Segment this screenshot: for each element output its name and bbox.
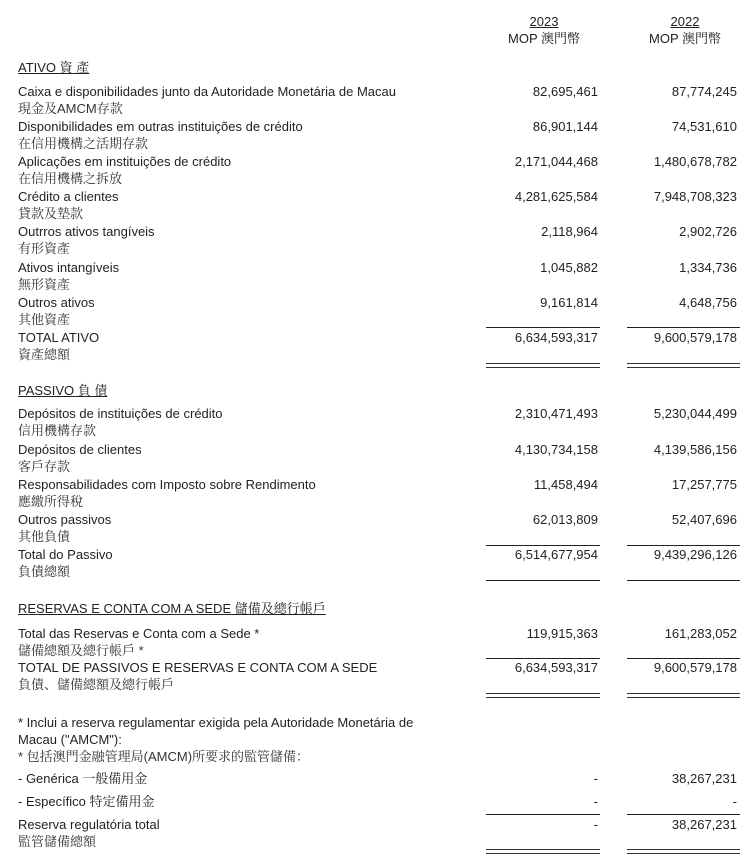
value-2022: 4,648,756: [679, 295, 737, 310]
double-rule: [486, 693, 600, 698]
value-2023: 11,458,494: [533, 477, 598, 492]
row-label-zh: 儲備總額及總行帳戶 *: [18, 643, 144, 658]
row-label-pt: Aplicações em instituições de crédito: [18, 154, 232, 169]
column-header-2023: [486, 13, 602, 47]
year-label: 2023: [529, 14, 559, 29]
row-label-pt: Outros passivos: [18, 512, 112, 527]
section-heading-reserves: RESERVAS E CONTA COM A SEDE 儲備及總行帳戶: [18, 601, 326, 616]
row-label-pt: Caixa e disponibilidades junto da Autoridade Monetária de Macau: [18, 84, 396, 99]
value-2023: 9,161,814: [540, 295, 598, 310]
footnote-pt-line1: * Inclui a reserva regulamentar exigida pela Autoridade Monetária de: [18, 715, 414, 730]
total-value-2022: 9,600,579,178: [653, 660, 737, 675]
value-2022: 1,334,736: [679, 260, 737, 275]
currency-label: MOP 澳門幣: [649, 31, 721, 46]
total-label-pt: TOTAL DE PASSIVOS E RESERVAS E CONTA COM A SEDE: [18, 660, 378, 675]
value-2022: 1,480,678,782: [653, 154, 737, 169]
value-2022: 87,774,245: [671, 84, 737, 99]
value-2023: 1,045,882: [540, 260, 598, 275]
total-label-pt: Reserva regulatória total: [18, 817, 160, 832]
row-label-zh: 其他負債: [18, 529, 71, 544]
row-label-pt: Outrros ativos tangíveis: [18, 224, 155, 239]
row-label-zh: 貸款及墊款: [18, 206, 84, 221]
value-2023: 2,118,964: [541, 224, 598, 239]
row-label-zh: 無形資產: [18, 277, 71, 292]
row-label-pt: Depósitos de instituições de crédito: [18, 406, 223, 421]
row-label: - Genérica 一般備用金: [18, 771, 148, 786]
row-label-pt: Disponibilidades em outras instituições de crédito: [18, 119, 303, 134]
footnote-pt-line2: Macau ("AMCM"):: [18, 732, 122, 747]
total-value-2023: 6,634,593,317: [514, 330, 598, 345]
section-heading-assets: ATIVO 資 產: [18, 60, 90, 75]
row-label: - Específico 特定備用金: [18, 794, 155, 809]
total-rule: [627, 580, 740, 581]
total-label-pt: Total do Passivo: [18, 547, 113, 562]
value-2022: 52,407,696: [671, 512, 737, 527]
double-rule: [486, 849, 600, 854]
total-label-zh: 監管儲備總額: [18, 834, 97, 849]
total-value-2022: 9,600,579,178: [653, 330, 737, 345]
total-label-zh: 負債、儲備總額及總行帳戶: [18, 677, 175, 692]
row-label-pt: Ativos intangíveis: [18, 260, 120, 275]
value-2022: 5,230,044,499: [653, 406, 737, 421]
value-2022: 7,948,708,323: [653, 189, 737, 204]
value-2023: -: [593, 794, 598, 809]
row-label-pt: Depósitos de clientes: [18, 442, 142, 457]
row-label-pt: Responsabilidades com Imposto sobre Rendimento: [18, 477, 316, 492]
total-label-zh: 負債總額: [18, 564, 71, 579]
currency-label: MOP 澳門幣: [508, 31, 580, 46]
total-rule: [486, 580, 600, 581]
double-rule: [627, 849, 740, 854]
row-label-zh: 在信用機構之拆放: [18, 171, 123, 186]
total-label-zh: 資產總額: [18, 347, 71, 362]
value-2022: 38,267,231: [671, 771, 737, 786]
value-2023: 82,695,461: [532, 84, 598, 99]
row-label-zh: 現金及AMCM存款: [18, 101, 123, 116]
column-header-2022: [627, 13, 743, 47]
value-2022: 2,902,726: [679, 224, 737, 239]
row-label-zh: 信用機構存款: [18, 423, 97, 438]
double-rule: [486, 363, 600, 368]
row-label-pt: Outros ativos: [18, 295, 95, 310]
value-2023: -: [593, 771, 598, 786]
value-2023: 4,130,734,158: [514, 442, 598, 457]
value-2023: 4,281,625,584: [514, 189, 598, 204]
value-2023: 86,901,144: [532, 119, 598, 134]
value-2022: 161,283,052: [664, 626, 737, 641]
total-value-2022: 9,439,296,126: [653, 547, 737, 562]
value-2022: 17,257,775: [671, 477, 737, 492]
footnote-zh: * 包括澳門金融管理局(AMCM)所要求的監管儲備：: [18, 749, 310, 764]
total-value-2023: 6,634,593,317: [514, 660, 598, 675]
double-rule: [627, 363, 740, 368]
total-value-2023: 6,514,677,954: [514, 547, 598, 562]
row-label-zh: 其他資產: [18, 312, 71, 327]
row-label-zh: 應繳所得稅: [18, 494, 84, 509]
value-2023: 119,915,363: [526, 626, 598, 641]
subtotal-rule: [627, 814, 740, 815]
subtotal-rule: [486, 327, 600, 328]
row-label-pt: Total das Reservas e Conta com a Sede *: [18, 626, 260, 641]
double-rule: [627, 693, 740, 698]
year-label: 2022: [670, 14, 700, 29]
row-label-pt: Crédito a clientes: [18, 189, 119, 204]
total-value-2022: 38,267,231: [671, 817, 737, 832]
value-2023: 2,171,044,468: [514, 154, 598, 169]
row-label-zh: 有形資產: [18, 241, 71, 256]
value-2022: 74,531,610: [671, 119, 737, 134]
subtotal-rule: [486, 814, 600, 815]
value-2022: -: [732, 794, 737, 809]
value-2023: 2,310,471,493: [514, 406, 598, 421]
subtotal-rule: [627, 327, 740, 328]
total-label-pt: TOTAL ATIVO: [18, 330, 100, 345]
row-label-zh: 客戶存款: [18, 459, 71, 474]
section-heading-liabilities: PASSIVO 負 債: [18, 383, 108, 398]
value-2022: 4,139,586,156: [653, 442, 737, 457]
total-value-2023: -: [593, 817, 598, 832]
value-2023: 62,013,809: [532, 512, 598, 527]
row-label-zh: 在信用機構之活期存款: [18, 136, 149, 151]
